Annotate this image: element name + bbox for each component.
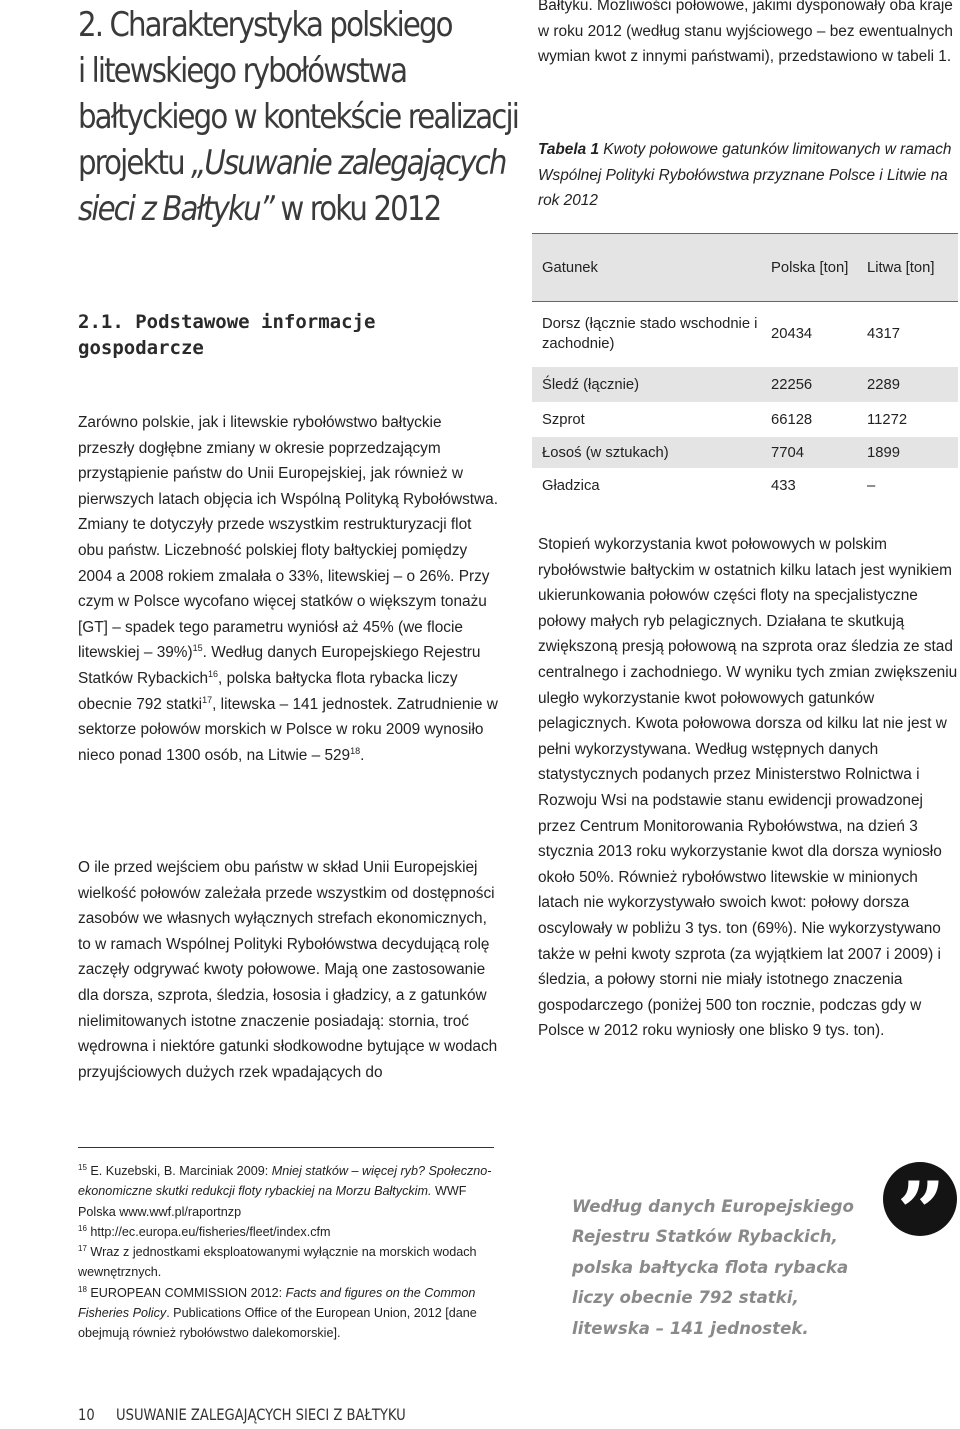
cell-lithuania: 4317 (867, 302, 958, 367)
quote-mark-glyph: ” (896, 1163, 946, 1236)
cell-species: Śledź (łącznie) (532, 367, 771, 403)
cell-poland: 7704 (771, 437, 867, 469)
cell-species: Dorsz (łącznie stado wschodnie i zachodnie) (532, 302, 771, 367)
cell-species: Łosoś (w sztukach) (532, 437, 771, 469)
cell-lithuania: 1899 (867, 437, 958, 469)
cell-poland: 433 (771, 469, 867, 503)
table-row (532, 367, 958, 403)
footnote-text: . Publications Office of the European Union, 2012 [dane obejmują również rybołówstwo dalekomorskie]. (78, 1306, 477, 1341)
chapter-title-line: projektu (78, 143, 192, 183)
cell-poland: 20434 (771, 302, 867, 367)
table-caption-label: Tabela 1 (538, 141, 600, 158)
column-header-poland: Polska [ton] (771, 234, 867, 302)
table-row (532, 469, 958, 503)
page-number: 10 (78, 1405, 95, 1424)
table-row (532, 302, 958, 367)
footnote-italic: Facts and figures on the Common Fisheries Policy (78, 1285, 476, 1321)
cell-poland: 66128 (771, 403, 867, 437)
cell-species: Szprot (532, 403, 771, 437)
footnote (78, 1222, 498, 1242)
footnote-ref[interactable]: 16 (208, 668, 219, 679)
footnote-text: Wraz z jednostkami eksploatowanymi wyłącznie na morskich wodach wewnętrznych. (78, 1245, 477, 1280)
cell-lithuania: 2289 (867, 367, 958, 403)
body-paragraph (78, 410, 500, 768)
footnote-number: 16 (78, 1223, 87, 1233)
cell-poland: 22256 (771, 367, 867, 403)
chapter-title-line: bałtyckiego w kontekście realizacji (78, 97, 518, 137)
chapter-title-line: 2. Charakterystyka polskiego (78, 5, 452, 45)
table-caption-text: Kwoty połowowe gatunków limitowanych w ramach Wspólnej Polityki Rybołówstwa przyznane Polsce i Litwie na rok 2012 (538, 141, 952, 210)
paragraph-text: , polska bałtycka flota rybacka liczy obecnie 792 statki (78, 669, 458, 713)
table-header-row (532, 234, 958, 302)
footnotes (78, 1161, 498, 1344)
footnote-number: 17 (78, 1244, 87, 1253)
footnote-text: E. Kuzebski, B. Marciniak 2009: (86, 1164, 272, 1178)
footnote-ref[interactable]: 17 (202, 694, 213, 705)
pull-quote: Według danych Europejskiego Rejestru Statków Rybackich, polska bałtycka flota rybacka liczy obecnie 792 statki, litewska – 141 jednostek. (572, 1197, 854, 1338)
footnote (78, 1161, 498, 1222)
section-heading: 2.1. Podstawowe informacje gospodarcze (78, 311, 376, 359)
chapter-title (78, 2, 525, 232)
cell-lithuania: 11272 (867, 403, 958, 437)
chapter-title-italic: „Usuwanie zalegających (191, 143, 506, 183)
quota-table (532, 233, 958, 503)
table-caption (538, 137, 958, 214)
footnote-divider (78, 1147, 494, 1148)
paragraph-text: . Według danych Europejskiego Rejestru Statków Rybackich (78, 644, 481, 687)
column-header-species: Gatunek (532, 234, 771, 302)
paragraph-text: . (360, 746, 365, 764)
footnote-number: 15 (78, 1162, 87, 1172)
footnote-number: 18 (78, 1284, 87, 1294)
footnote-text: WWF Polska www.wwf.pl/raportnzp (78, 1184, 467, 1219)
chapter-title-line: w roku 2012 (272, 189, 441, 229)
paragraph-text: , litewska – 141 jednostek. Zatrudnienie w sektorze połowów morskich w Polsce w roku 2009 wynosiło nieco ponad 1300 osób, na Litwie – 529 (78, 695, 498, 764)
column-header-lithuania: Litwa [ton] (867, 234, 958, 302)
footnote-italic: Mniej statków – więcej ryb? Społeczno-ekonomiczne skutki redukcji floty rybackiej na Morzu Bałtyckim. (78, 1164, 492, 1199)
footnote-text: EUROPEAN COMMISSION 2012: (86, 1285, 286, 1300)
paragraph-text: Zarówno polskie, jak i litewskie rybołówstwo bałtyckie przeszły dogłębne zmiany w okresie poprzedzającym przystąpienie państw do Unii Europejskiej, jak również w pierwszych latach objęcia ich Wspólną Polityką Rybołówstwa. Zmiany te dotyczyły przede wszystkim restrukturyzacji flot obu państw. Liczebność polskiej floty bałtyckiej pomiędzy 2004 a 2008 rokiem zmalała o 33%, litewskiej – o 26%. Przy czym w Polsce wycofano więcej statków o większym tonażu [GT] – spadek tego parametru wyniósł aż 45% (we flocie litewskiej – 39%) (78, 414, 499, 662)
footnote (78, 1283, 498, 1344)
body-paragraph: Stopień wykorzystania kwot połowowych w polskim rybołówstwie bałtyckim w ostatnich kilku latach jest wynikiem ukierunkowania połowów części floty na specjalistyczne połowy małych ryb pelagicznych. Działana te skutkują zwiększoną presją połowową na szprota oraz śledzia ze stad centralnego i zachodniego. W wyniku tych zmian zwiększeniu uległo wykorzystanie kwot połowowych gatunków pelagicznych. Kwota połowowa dorsza od kilku lat nie jest w pełni wykorzystywana. Według wstępnych danych statystycznych podanych przez Ministerstwo Rolnictwa i Rozwoju Wsi na podstawie stanu ewidencji prowadzonej przez Centrum Monitorowania Rybołówstwa, na dzień 3 stycznia 2013 roku wykorzystanie kwot dla dorsza wyniosło około 50%. Również rybołówstwo litewskie w minionych latach nie wykorzystywało swoich kwot: połowy dorsza oscylowały w pobliżu 3 tys. ton (69%). Nie wykorzystywano także w pełni kwoty szprota (za wyjątkiem lat 2007 i 2009) i śledzia, a połowy storni nie miały istotnego znaczenia gospodarczego (poniżej 500 ton rocznie, podczas gdy w Polsce w 2012 roku wyniosły one blisko 9 tys. ton). (538, 536, 958, 1040)
table-row (532, 403, 958, 437)
chapter-title-line: i litewskiego rybołówstwa (78, 51, 407, 91)
body-paragraph: Bałtyku. Możliwości połowowe, jakimi dysponowały oba kraje w roku 2012 (według stanu wyjściowego – bez ewentualnych wymian kwot z innymi państwami), przedstawiono w tabeli 1. (538, 0, 953, 66)
table-row (532, 437, 958, 469)
footnote (78, 1242, 498, 1283)
quote-mark-icon (883, 1162, 957, 1236)
cell-lithuania: – (867, 469, 958, 503)
footnote-ref[interactable]: 15 (192, 643, 203, 654)
page-footer (78, 1405, 406, 1425)
footnote-ref[interactable]: 18 (350, 745, 361, 756)
footnote-link[interactable]: http://ec.europa.eu/fisheries/fleet/index.cfm (86, 1224, 331, 1239)
chapter-title-italic: sieci z Bałtyku” (78, 189, 273, 229)
cell-species: Gładzica (532, 469, 771, 503)
running-title: USUWANIE ZALEGAJĄCYCH SIECI Z BAŁTYKU (116, 1405, 406, 1424)
body-paragraph: O ile przed wejściem obu państw w skład Unii Europejskiej wielkość połowów zależała przede wszystkim od dostępności zasobów we własnych wyłącznych strefach ekonomicznych, to w ramach Wspólnej Polityki Rybołówstwa decydującą rolę zaczęły odgrywać kwoty połowowe. Mają one zastosowanie dla dorsza, szprota, śledzia, łososia i gładzicy, a z gatunków nielimitowanych istotne znaczenie posiadają: stornia, troć wędrowna i niektóre gatunki słodkowodne bytujące w wodach przyujściowych dużych rzek wpadających do (78, 859, 498, 1081)
